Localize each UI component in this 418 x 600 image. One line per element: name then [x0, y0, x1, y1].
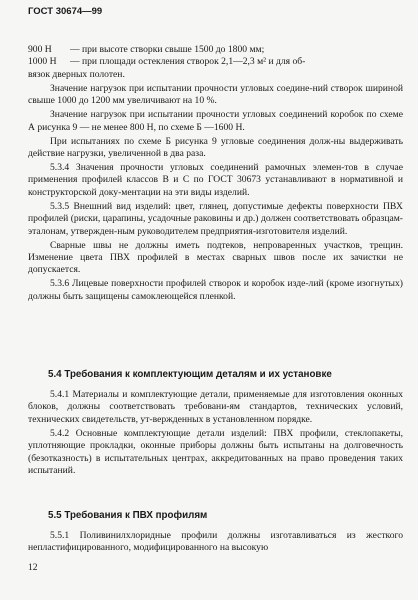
- paragraph: 5.4.2 Основные комплектующие детали изделий: ПВХ профили, стеклопакеты, уплотняющие прокладки, оконные приборы должны быть испытаны на долговечность (безотказность) в испытательных центрах, аккредитованных на право проведения таких испытаний.: [28, 427, 403, 477]
- page-number: 12: [28, 562, 38, 573]
- body-text-middle: [28, 389, 403, 479]
- line-continuation: вязок дверных полотен.: [28, 68, 125, 80]
- body-text-upper: [28, 44, 403, 305]
- paragraph: При испытаниях по схеме Б рисунка 9 угловые соединения долж-ны выдерживать действие нагрузки, увеличенной в два раза.: [28, 135, 403, 160]
- paragraph: Значение нагрузок при испытании прочности угловых соедине-ний створок шириной свыше 1000 до 1200 мм увеличивают на 10 %.: [28, 82, 403, 107]
- document-header: ГОСТ 30674—99: [28, 6, 103, 17]
- paragraph: Сварные швы не должны иметь подтеков, непроваренных участков, трещин. Изменение цвета ПВХ профилей в местах сварных швов после их зачистки не допускается.: [28, 239, 403, 276]
- load-condition: — при площади остекления створок 2,1—2,3 м² и для об-: [70, 56, 306, 68]
- paragraph: 5.3.5 Внешний вид изделий: цвет, глянец, допустимые дефекты поверхности ПВХ профилей (риски, царапины, усадочные раковины и др.) должен соответствовать образцам-эталонам, утвержден-ным руководителем предприятия-изготовителя изделий.: [28, 200, 403, 237]
- list-line: [28, 44, 403, 56]
- load-value: 900 Н: [28, 44, 52, 55]
- paragraph: 5.3.4 Значения прочности угловых соединений рамочных элемен-тов в случае применения профилей классов В и С по ГОСТ 30673 устанавливают в нормативной и конструкторской доку-ментации на эти виды изделий.: [28, 162, 403, 198]
- paragraph: Значение нагрузок при испытании прочности угловых соединений коробок по схеме А рисунка 9 — не менее 800 Н, по схеме Б —1600 Н.: [28, 109, 403, 133]
- body-text-lower: [28, 530, 403, 556]
- paragraph: 5.4.1 Материалы и комплектующие детали, применяемые для изготовления оконных блоков, должны соответствовать требовани-ям стандартов, технических условий, технических свидетельств, ут-вержденных в установленном порядке.: [28, 389, 403, 425]
- section-heading-5-4: 5.4 Требования к комплектующим деталям и их установке: [48, 369, 332, 380]
- load-value: 1000 Н: [28, 56, 57, 68]
- load-condition: — при высоте створки свыше 1500 до 1800 мм;: [70, 44, 265, 55]
- section-heading-5-5: 5.5 Требования к ПВХ профилям: [48, 510, 208, 521]
- list-line: [28, 56, 403, 68]
- paragraph: 5.3.6 Лицевые поверхности профилей створок и коробок изде-лий (кроме изогнутых) должны быть защищены самоклеющейся пленкой.: [28, 278, 403, 302]
- paragraph: 5.5.1 Поливинилхлоридные профили должны изготавливаться из жесткого непластифицированного, модифицированного на высокую: [28, 530, 403, 554]
